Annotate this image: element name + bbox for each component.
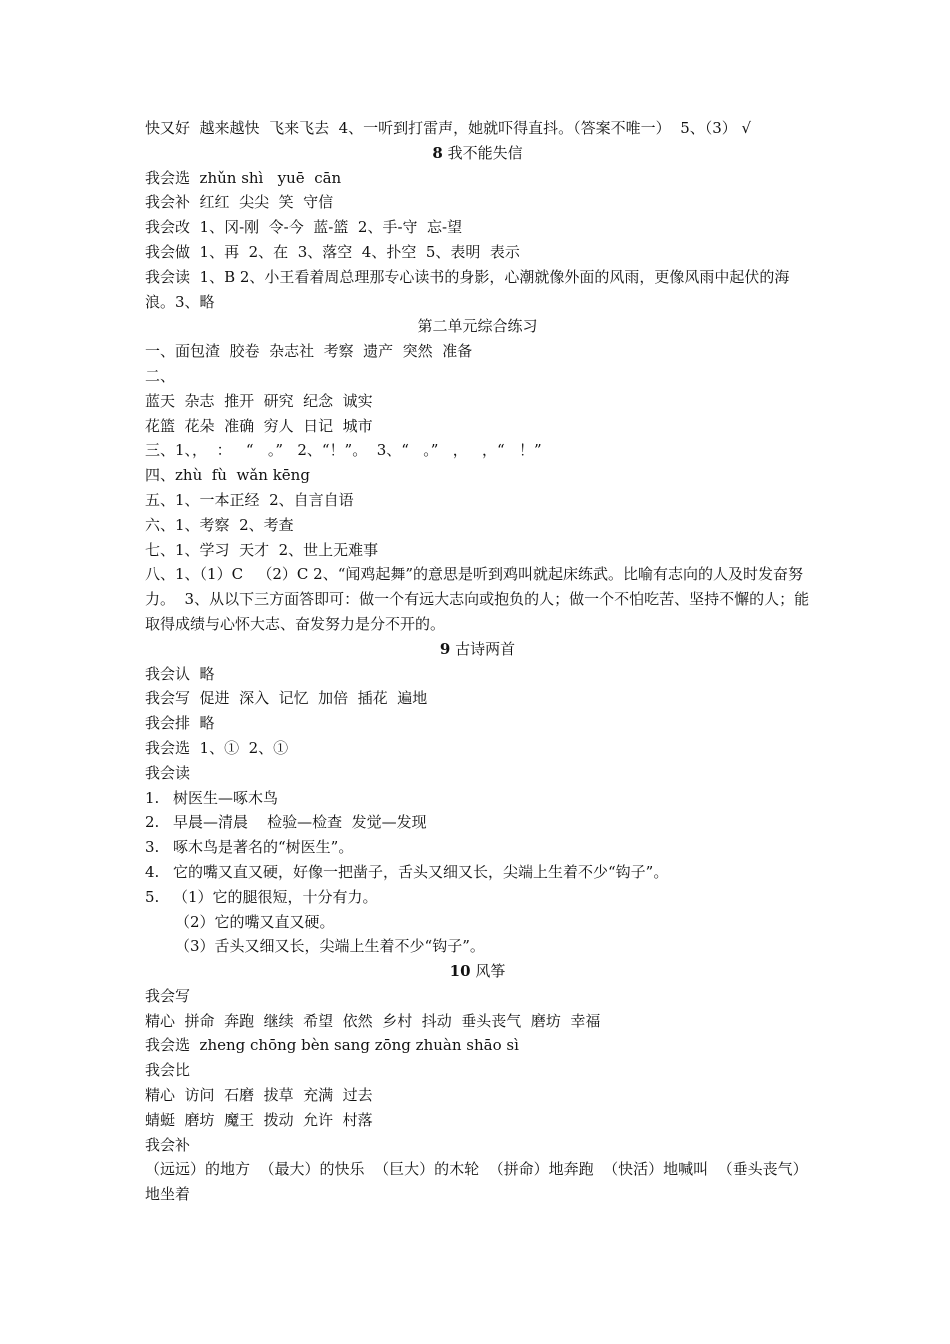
text-line: 精心 拼命 奔跑 继续 希望 依然 乡村 抖动 垂头丧气 磨坊 幸福	[145, 1011, 601, 1030]
text-line: 我会补	[145, 1135, 191, 1154]
text-line: （2）它的嘴又直又硬。	[175, 912, 335, 931]
item-text: （1）它的腿很短，十分有力。	[173, 887, 378, 906]
text-line: 四、zhù fù wǎn kēng	[145, 466, 310, 485]
text-paragraph: （远远）的地方 （最大）的快乐 （巨大）的木轮 （拼命）地奔跑 （快活）地喊叫 （垂头丧气）地坐着	[145, 1160, 808, 1204]
item-text: 啄木鸟是著名的“树医生”。	[173, 838, 354, 857]
text-line: 我会选 zhǔn shì yuē cān	[145, 168, 342, 187]
lesson-10-heading	[145, 959, 810, 984]
text-line: 我会认 略	[145, 664, 215, 683]
lesson-8-heading	[145, 141, 810, 166]
text-line: 五、1、一本正经 2、自言自语	[145, 490, 354, 509]
lesson-title: 我不能失信	[447, 143, 523, 162]
text-line: 蓝天 杂志 推开 研究 纪念 诚实	[145, 391, 373, 410]
text-line: 一、面包渣 胶卷 杂志社 考察 遗产 突然 准备	[145, 342, 473, 361]
text-line: 我会比	[145, 1061, 191, 1080]
text-line: 我会选 zheng chōng bèn sang zōng zhuàn shāo sì	[145, 1036, 519, 1055]
item-number: 5.	[145, 887, 160, 906]
lesson-number: 10	[449, 962, 471, 981]
text-line: 我会排 略	[145, 714, 215, 733]
text-paragraph: 我会读 1、B 2、小王看着周总理那专心读书的身影，心潮就像外面的风雨，更像风雨中起伏的海浪。3、略	[145, 267, 790, 311]
text-line: 快又好 越来越快 飞来飞去 4、一听到打雷声，她就吓得直抖。（答案不唯一） 5、（3） √	[145, 119, 752, 137]
lesson-title: 风筝	[475, 962, 506, 981]
text-line: 七、1、学习 天才 2、世上无难事	[145, 540, 379, 559]
item-number: 2.	[145, 813, 160, 832]
item-number: 1.	[145, 788, 160, 807]
text-line: 我会选 1、① 2、①	[145, 738, 289, 757]
text-line: 花篮 花朵 准确 穷人 日记 城市	[145, 416, 373, 435]
item-text: 早晨—清晨 检验—检查 发觉—发现	[173, 813, 427, 832]
text-line: 精心 访问 石磨 拔草 充满 过去	[145, 1086, 373, 1105]
list-item	[145, 885, 810, 910]
item-number: 3.	[145, 838, 160, 857]
document-page	[145, 116, 810, 1207]
text-line: 我会写	[145, 986, 191, 1005]
text-line: 我会写 促进 深入 记忆 加倍 插花 遍地	[145, 689, 428, 708]
unit-2-heading: 第二单元综合练习	[417, 317, 538, 336]
text-line: 我会改 1、冈-刚 令-今 蓝-篮 2、手-守 忘-望	[145, 218, 463, 237]
lesson-title: 古诗两首	[455, 639, 516, 658]
text-line: （3）舌头又细又长，尖端上生着不少“钩子”。	[175, 937, 485, 956]
list-item	[145, 786, 810, 811]
text-line: 蜻蜓 磨坊 魔王 拨动 允许 村落	[145, 1110, 373, 1129]
item-number: 4.	[145, 862, 160, 881]
list-item	[145, 860, 810, 885]
text-line: 我会补 红红 尖尖 笑 守信	[145, 193, 334, 212]
text-line: 三、1、， ： “ 。” 2、“！”。 3、“ 。” ， ，“ ！”	[145, 441, 542, 460]
text-line: 六、1、考察 2、考查	[145, 515, 294, 534]
list-item	[145, 810, 810, 835]
lesson-9-heading	[145, 637, 810, 662]
lesson-number: 8	[432, 143, 443, 162]
item-text: 它的嘴又直又硬，好像一把凿子，舌头又细又长，尖端上生着不少“钩子”。	[173, 862, 669, 881]
list-item	[145, 835, 810, 860]
text-paragraph: 八、1、（1）C （2）C 2、“闻鸡起舞”的意思是听到鸡叫就起床练武。比喻有志向的人及时发奋努力。 3、从以下三方面答即可：做一个有远大志向或抱负的人；做一个不怕吃苦、坚持不懈的人；能取得成绩与心怀大志、奋发努力是分不开的。	[145, 565, 810, 633]
text-line: 我会做 1、再 2、在 3、落空 4、扑空 5、表明 表示	[145, 242, 520, 261]
text-line: 我会读	[145, 763, 191, 782]
text-line: 二、	[145, 366, 176, 385]
item-text: 树医生—啄木鸟	[173, 788, 279, 807]
lesson-number: 9	[439, 639, 451, 658]
